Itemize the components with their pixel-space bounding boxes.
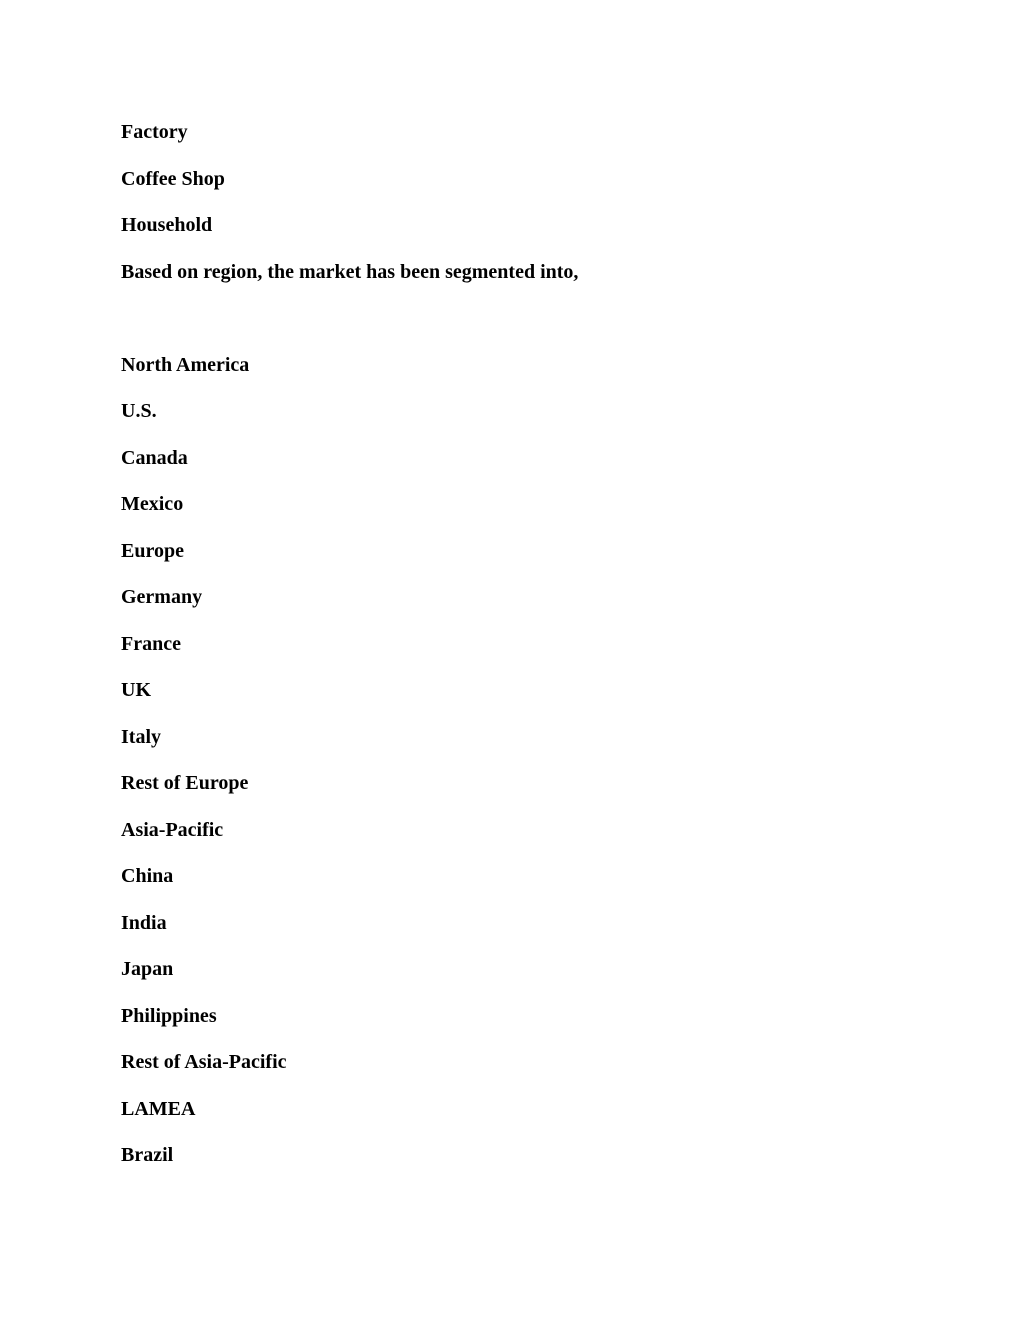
region-item: India	[121, 912, 167, 934]
region-item: Rest of Asia-Pacific	[121, 1051, 287, 1073]
region-item: Japan	[121, 958, 174, 980]
region-item: LAMEA	[121, 1098, 196, 1120]
region-item: China	[121, 865, 174, 887]
application-item: Factory	[121, 121, 188, 143]
region-item: Philippines	[121, 1005, 217, 1027]
application-item: Household	[121, 214, 213, 236]
region-item: Asia-Pacific	[121, 819, 224, 841]
region-item: North America	[121, 354, 250, 376]
region-item: Europe	[121, 540, 184, 562]
application-item: Coffee Shop	[121, 168, 225, 190]
region-item: Brazil	[121, 1144, 174, 1166]
region-item: France	[121, 633, 181, 655]
region-item: UK	[121, 679, 151, 701]
region-item: U.S.	[121, 400, 157, 422]
region-item: Canada	[121, 447, 188, 469]
region-item: Rest of Europe	[121, 772, 249, 794]
region-intro-paragraph: Based on region, the market has been segmented into,	[121, 261, 579, 283]
region-item: Italy	[121, 726, 161, 748]
region-item: Germany	[121, 586, 203, 608]
region-item: Mexico	[121, 493, 184, 515]
